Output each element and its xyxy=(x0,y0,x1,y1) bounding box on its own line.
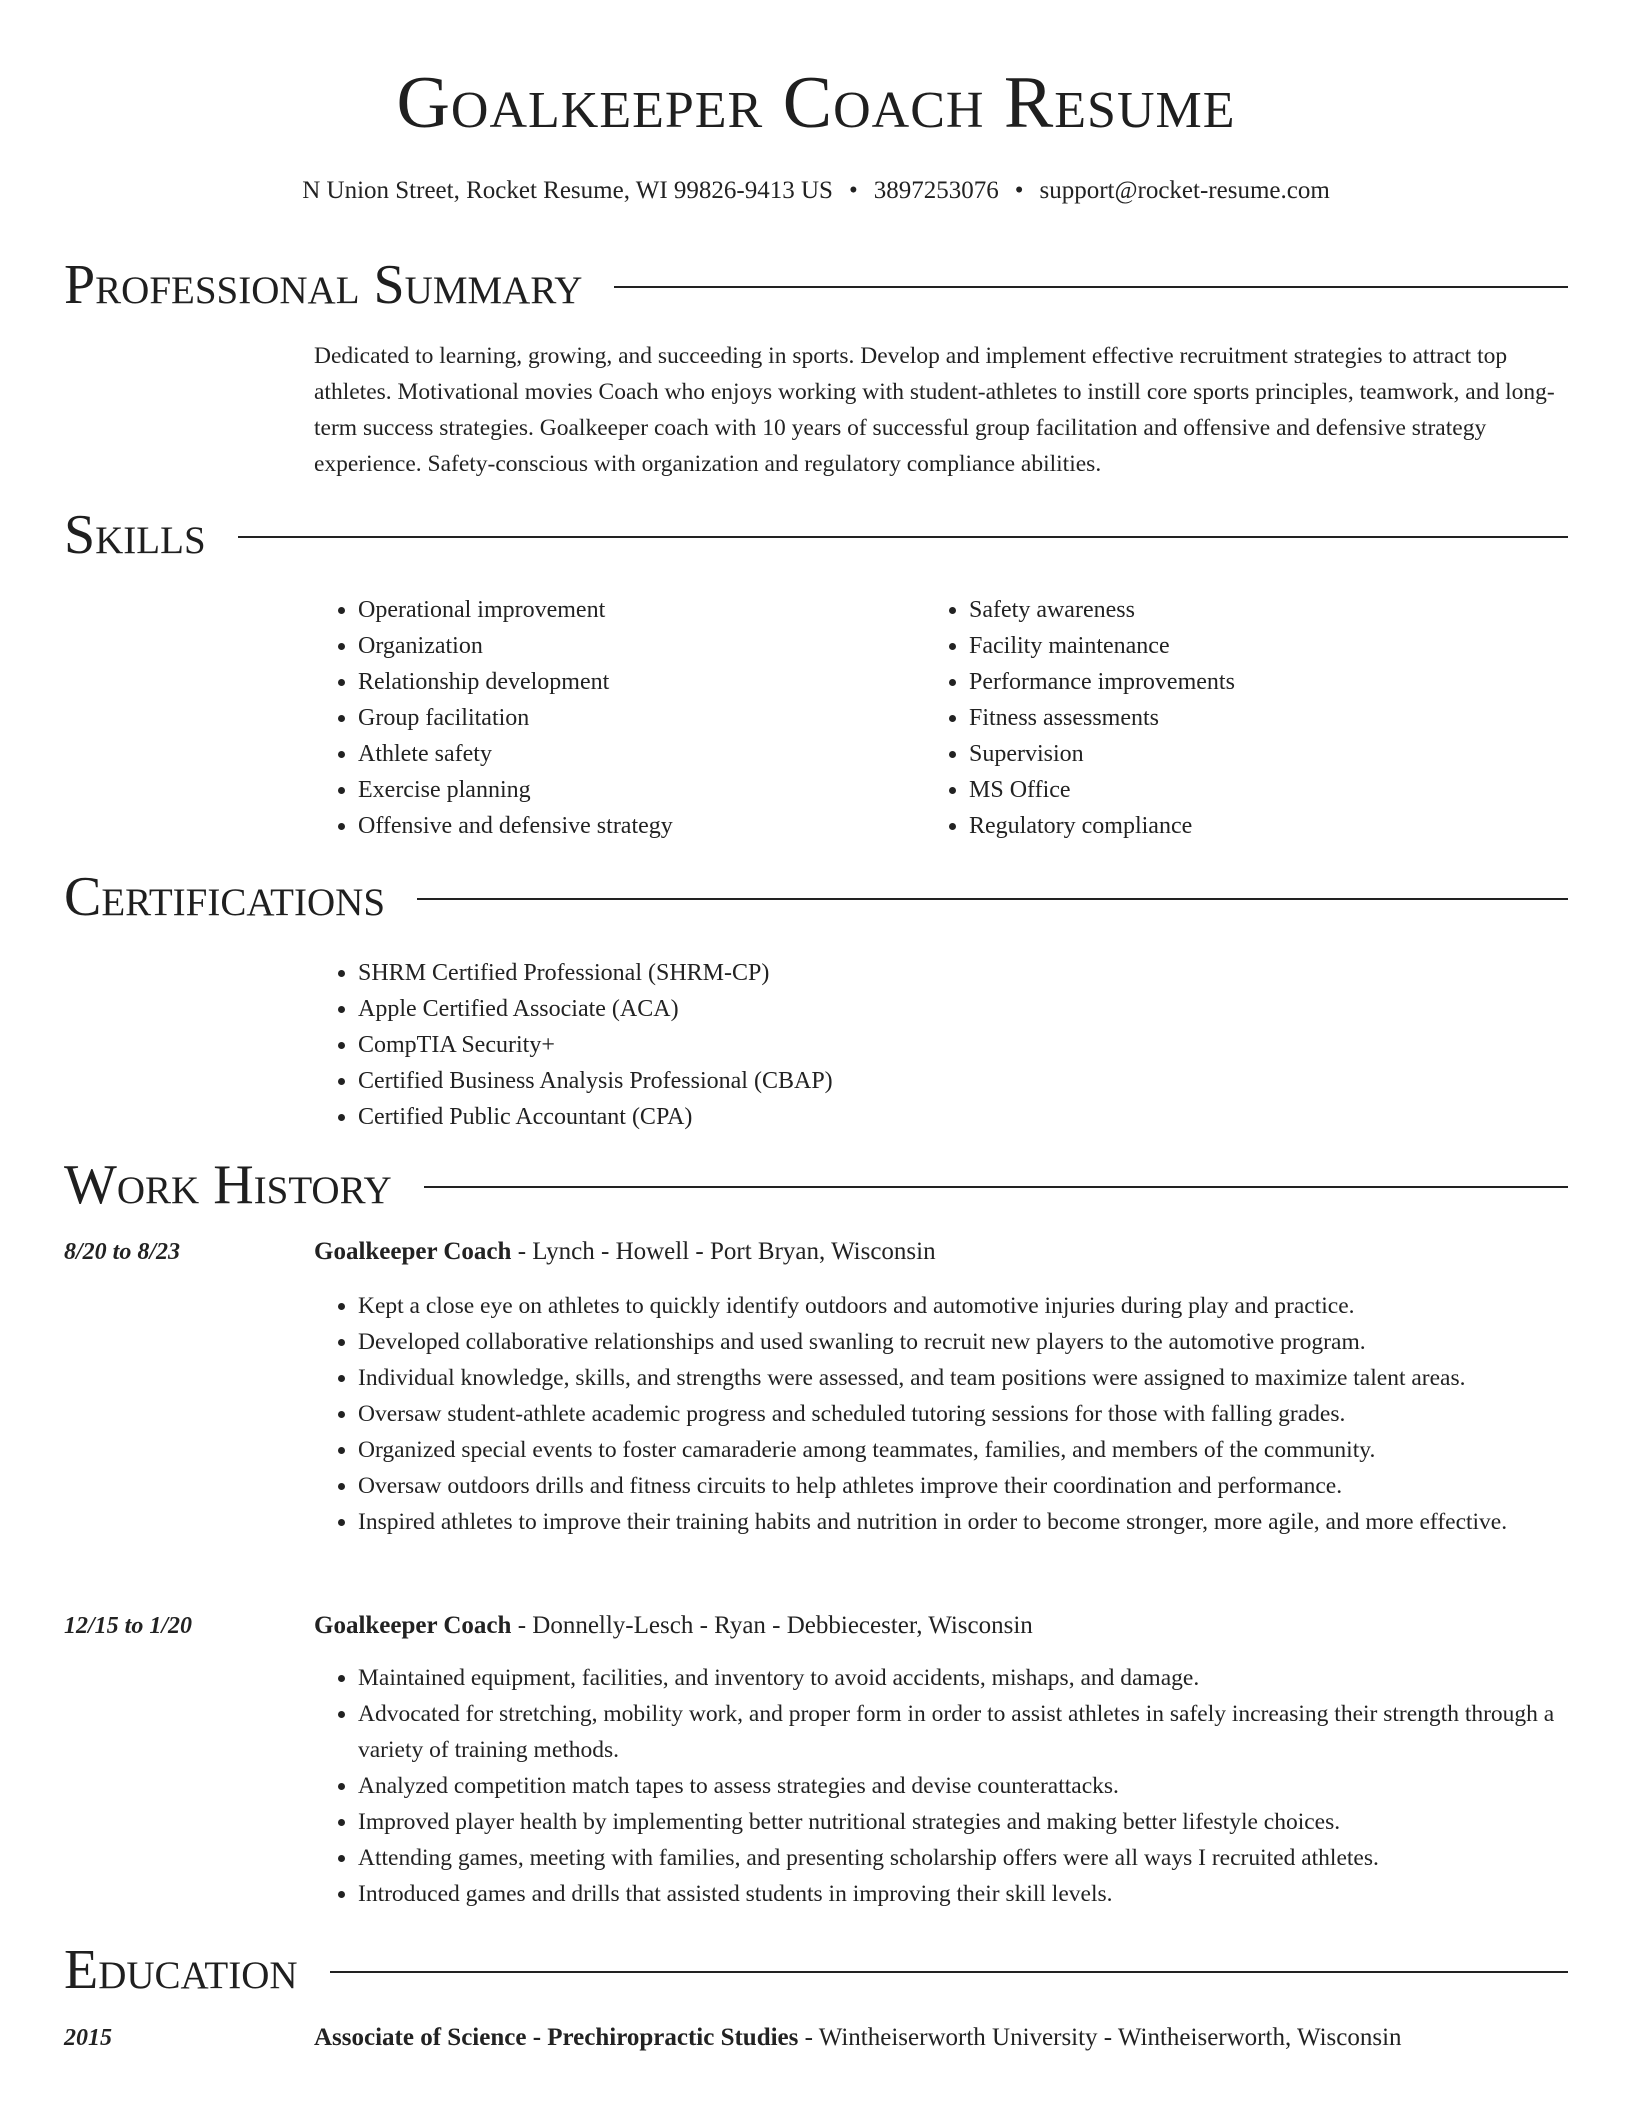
duty-item: • Attending games, meeting with families, and presenting scholarship offers were all ways I recruited athletes. xyxy=(358,1840,1568,1876)
certification-item: • Apple Certified Associate (ACA) xyxy=(358,991,1568,1027)
job-duties xyxy=(314,1288,1568,1540)
skill-item: • Safety awareness xyxy=(969,592,1565,628)
section-skills xyxy=(64,500,1568,570)
duty-item: • Analyzed competition match tapes to assess strategies and devise counterattacks. xyxy=(358,1768,1568,1804)
skill-item: • Facility maintenance xyxy=(969,628,1565,664)
skill-item: • Exercise planning xyxy=(358,772,914,808)
section-certifications xyxy=(64,862,1568,932)
education-school: - Wintheiserworth University - Wintheiserworth, Wisconsin xyxy=(798,2024,1402,2051)
skill-item: • Group facilitation xyxy=(358,700,914,736)
duty-item: • Advocated for stretching, mobility work, and proper form in order to assist athletes in safely increasing their strength through a variety of training methods. xyxy=(358,1696,1568,1768)
certifications-list xyxy=(314,955,1568,1135)
section-title: Education xyxy=(64,1939,298,2001)
education-heading xyxy=(314,2020,1568,2056)
job-title: Goalkeeper Coach xyxy=(314,1612,512,1639)
contact-address: N Union Street, Rocket Resume, WI 99826-9413 US xyxy=(302,177,833,204)
skill-item: • Offensive and defensive strategy xyxy=(358,808,914,844)
section-education xyxy=(64,1935,1568,2005)
skill-item: • Supervision xyxy=(969,736,1565,772)
section-title: Professional Summary xyxy=(64,254,583,316)
section-professional-summary xyxy=(64,250,1568,320)
job-dates: 12/15 to 1/20 xyxy=(64,1613,193,1639)
certification-item: • Certified Public Accountant (CPA) xyxy=(358,1099,1568,1135)
contact-line xyxy=(0,174,1632,208)
job-heading xyxy=(314,1608,1568,1644)
certification-item: • CompTIA Security+ xyxy=(358,1027,1568,1063)
skill-item: • Performance improvements xyxy=(969,664,1565,700)
duty-item: • Inspired athletes to improve their training habits and nutrition in order to become stronger, more agile, and more effective. xyxy=(358,1504,1568,1540)
duty-item: • Introduced games and drills that assisted students in improving their skill levels. xyxy=(358,1876,1568,1912)
skills-list xyxy=(925,592,1565,844)
skill-item: • Relationship development xyxy=(358,664,914,700)
duty-item: • Individual knowledge, skills, and strengths were assessed, and team positions were assigned to maximize talent areas. xyxy=(358,1360,1568,1396)
contact-separator: • xyxy=(1014,177,1024,204)
job-employer: - Lynch - Howell - Port Bryan, Wisconsin xyxy=(511,1238,936,1265)
contact-phone: 3897253076 xyxy=(873,177,999,204)
education-degree: Associate of Science - Prechiropractic Studies xyxy=(314,2024,799,2051)
skill-item: • Regulatory compliance xyxy=(969,808,1565,844)
job-duties xyxy=(314,1660,1568,1912)
section-divider xyxy=(238,536,1568,538)
education-year: 2015 xyxy=(64,2025,112,2051)
section-work-history xyxy=(64,1150,1568,1220)
job-employer: - Donnelly-Lesch - Ryan - Debbiecester, Wisconsin xyxy=(511,1612,1033,1639)
resume-title: Goalkeeper Coach Resume xyxy=(396,62,1236,144)
job-duties-list xyxy=(314,1660,1568,1912)
duty-item: • Developed collaborative relationships and used swanling to recruit new players to the automotive program. xyxy=(358,1324,1568,1360)
duty-item: • Organized special events to foster camaraderie among teammates, families, and members of the community. xyxy=(358,1432,1568,1468)
section-divider xyxy=(614,286,1568,288)
duty-item: • Oversaw student-athlete academic progress and scheduled tutoring sessions for those with falling grades. xyxy=(358,1396,1568,1432)
section-title: Certifications xyxy=(64,866,386,928)
section-divider xyxy=(417,898,1568,900)
duty-item: • Improved player health by implementing better nutritional strategies and making better lifestyle choices. xyxy=(358,1804,1568,1840)
duty-item: • Maintained equipment, facilities, and inventory to avoid accidents, mishaps, and damage. xyxy=(358,1660,1568,1696)
job-duties-list xyxy=(314,1288,1568,1540)
certification-item: • Certified Business Analysis Professional (CBAP) xyxy=(358,1063,1568,1099)
skill-item: • Athlete safety xyxy=(358,736,914,772)
section-divider xyxy=(424,1186,1568,1188)
skills-list xyxy=(314,592,914,844)
section-title: Work History xyxy=(64,1154,392,1216)
contact-separator: • xyxy=(848,177,858,204)
skill-item: • Fitness assessments xyxy=(969,700,1565,736)
job-heading xyxy=(314,1234,1568,1270)
section-title: Skills xyxy=(64,504,206,566)
skills-right-column xyxy=(925,592,1565,844)
duty-item: • Oversaw outdoors drills and fitness circuits to help athletes improve their coordination and performance. xyxy=(358,1468,1568,1504)
section-divider xyxy=(330,1971,1568,1973)
duty-item: • Kept a close eye on athletes to quickly identify outdoors and automotive injuries during play and practice. xyxy=(358,1288,1568,1324)
skills-left-column xyxy=(314,592,914,844)
job-title: Goalkeeper Coach xyxy=(314,1238,512,1265)
summary-text: Dedicated to learning, growing, and succeeding in sports. Develop and implement effective recruitment strategies to attract top athletes. Motivational movies Coach who enjoys working with student-athletes to instill core sports principles, teamwork, and long-term success strategies. Goalkeeper coach with 10 years of successful group facilitation and offensive and defensive strategy experience. Safety-conscious with organization and regulatory compliance abilities. xyxy=(314,343,1555,477)
skill-item: • MS Office xyxy=(969,772,1565,808)
certifications-column xyxy=(314,955,1568,1135)
skill-item: • Operational improvement xyxy=(358,592,914,628)
contact-email[interactable]: support@rocket-resume.com xyxy=(1039,177,1330,204)
certification-item: • SHRM Certified Professional (SHRM-CP) xyxy=(358,955,1568,991)
job-dates: 8/20 to 8/23 xyxy=(64,1239,181,1265)
skill-item: • Organization xyxy=(358,628,914,664)
